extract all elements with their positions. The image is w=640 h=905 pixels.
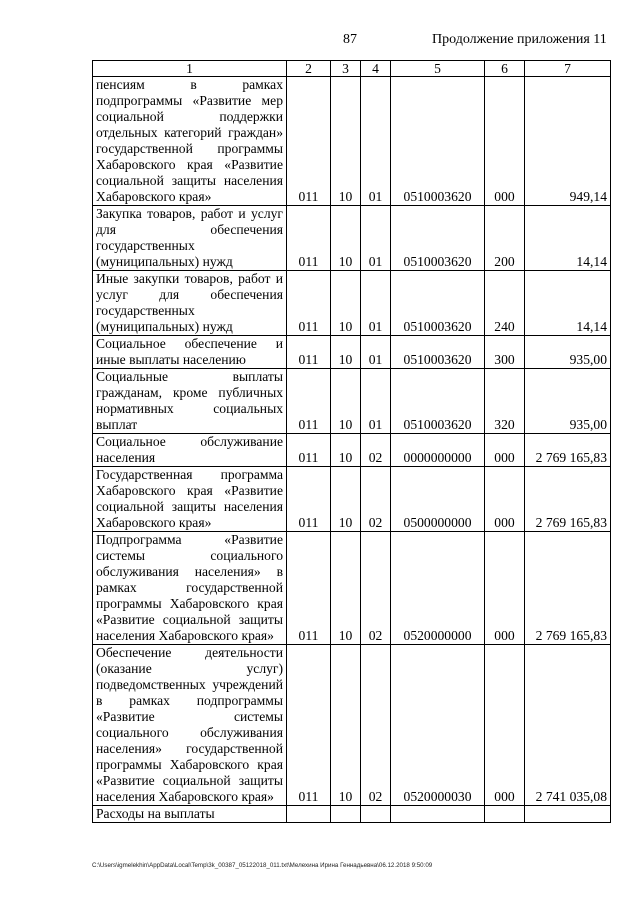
table-row — [93, 806, 611, 823]
subsection-code: 02 — [361, 532, 391, 645]
column-header: 3 — [331, 61, 361, 77]
amount: 2 769 165,83 — [525, 434, 611, 467]
amount: 14,14 — [525, 206, 611, 271]
row-description: Подпрограмма «Развитие системы социального обслуживания населения» в рамках государственной программы Хабаровского края «Развитие социальной защиты населения Хабаровского края» — [93, 532, 287, 645]
table-row — [93, 532, 611, 645]
ministry-code: 011 — [287, 271, 331, 336]
amount: 949,14 — [525, 77, 611, 206]
expense-type-code: 200 — [485, 206, 525, 271]
subsection-code — [361, 806, 391, 823]
target-article-code: 0510003620 — [391, 77, 485, 206]
target-article-code: 0510003620 — [391, 271, 485, 336]
section-code: 10 — [331, 77, 361, 206]
budget-table — [92, 60, 611, 823]
column-header: 5 — [391, 61, 485, 77]
ministry-code: 011 — [287, 369, 331, 434]
expense-type-code: 000 — [485, 77, 525, 206]
column-header: 2 — [287, 61, 331, 77]
footer-file-path: C:\Users\igmelekhin\AppData\Local\Temp\3k_00387_05122018_011.txt\Мелехина Ирина Геннадьевна\06.12.2018 9:50:09 — [92, 862, 433, 869]
target-article-code: 0000000000 — [391, 434, 485, 467]
subsection-code: 02 — [361, 434, 391, 467]
table-row — [93, 336, 611, 369]
expense-type-code: 320 — [485, 369, 525, 434]
expense-type-code: 000 — [485, 645, 525, 806]
section-code: 10 — [331, 532, 361, 645]
amount: 14,14 — [525, 271, 611, 336]
table-row — [93, 369, 611, 434]
section-code: 10 — [331, 336, 361, 369]
amount: 935,00 — [525, 336, 611, 369]
column-number-row — [93, 61, 611, 77]
target-article-code: 0510003620 — [391, 206, 485, 271]
page-number: 87 — [343, 32, 357, 47]
row-description: Расходы на выплаты — [93, 806, 287, 823]
amount: 2 741 035,08 — [525, 645, 611, 806]
ministry-code: 011 — [287, 645, 331, 806]
subsection-code: 01 — [361, 77, 391, 206]
subsection-code: 02 — [361, 645, 391, 806]
row-description: Социальное обеспечение и иные выплаты населению — [93, 336, 287, 369]
section-code: 10 — [331, 467, 361, 532]
subsection-code: 01 — [361, 271, 391, 336]
target-article-code: 0510003620 — [391, 369, 485, 434]
ministry-code: 011 — [287, 467, 331, 532]
expense-type-code: 240 — [485, 271, 525, 336]
section-code: 10 — [331, 645, 361, 806]
section-code: 10 — [331, 434, 361, 467]
column-header: 7 — [525, 61, 611, 77]
row-description: Социальное обслуживание населения — [93, 434, 287, 467]
row-description: Обеспечение деятельности (оказание услуг) подведомственных учреждений в рамках подпрограммы «Развитие системы социального обслуживания населения» государственной программы Хабаровского края «Развитие социальной защиты населения Хабаровского края» — [93, 645, 287, 806]
target-article-code: 0520000000 — [391, 532, 485, 645]
expense-type-code — [485, 806, 525, 823]
appendix-title: Продолжение приложения 11 — [432, 32, 607, 47]
target-article-code: 0510003620 — [391, 336, 485, 369]
ministry-code — [287, 806, 331, 823]
target-article-code — [391, 806, 485, 823]
ministry-code: 011 — [287, 434, 331, 467]
amount — [525, 806, 611, 823]
subsection-code: 02 — [361, 467, 391, 532]
amount: 2 769 165,83 — [525, 532, 611, 645]
expense-type-code: 300 — [485, 336, 525, 369]
row-description: Государственная программа Хабаровского края «Развитие социальной защиты населения Хабаровского края» — [93, 467, 287, 532]
column-header: 4 — [361, 61, 391, 77]
section-code: 10 — [331, 271, 361, 336]
section-code — [331, 806, 361, 823]
table-row — [93, 467, 611, 532]
table-row — [93, 645, 611, 806]
amount: 935,00 — [525, 369, 611, 434]
ministry-code: 011 — [287, 532, 331, 645]
subsection-code: 01 — [361, 206, 391, 271]
section-code: 10 — [331, 206, 361, 271]
row-description: Иные закупки товаров, работ и услуг для обеспечения государственных (муниципальных) нужд — [93, 271, 287, 336]
target-article-code: 0520000030 — [391, 645, 485, 806]
amount: 2 769 165,83 — [525, 467, 611, 532]
target-article-code: 0500000000 — [391, 467, 485, 532]
table-row — [93, 434, 611, 467]
table-row — [93, 77, 611, 206]
column-header: 1 — [93, 61, 287, 77]
column-header: 6 — [485, 61, 525, 77]
ministry-code: 011 — [287, 206, 331, 271]
row-description: Социальные выплаты гражданам, кроме публичных нормативных социальных выплат — [93, 369, 287, 434]
section-code: 10 — [331, 369, 361, 434]
ministry-code: 011 — [287, 77, 331, 206]
row-description: пенсиям в рамках подпрограммы «Развитие мер социальной поддержки отдельных категорий граждан» государственной программы Хабаровского края «Развитие социальной защиты населения Хабаровского края» — [93, 77, 287, 206]
row-description: Закупка товаров, работ и услуг для обеспечения государственных (муниципальных) нужд — [93, 206, 287, 271]
table-row — [93, 271, 611, 336]
table-row — [93, 206, 611, 271]
expense-type-code: 000 — [485, 532, 525, 645]
expense-type-code: 000 — [485, 467, 525, 532]
ministry-code: 011 — [287, 336, 331, 369]
subsection-code: 01 — [361, 336, 391, 369]
subsection-code: 01 — [361, 369, 391, 434]
expense-type-code: 000 — [485, 434, 525, 467]
